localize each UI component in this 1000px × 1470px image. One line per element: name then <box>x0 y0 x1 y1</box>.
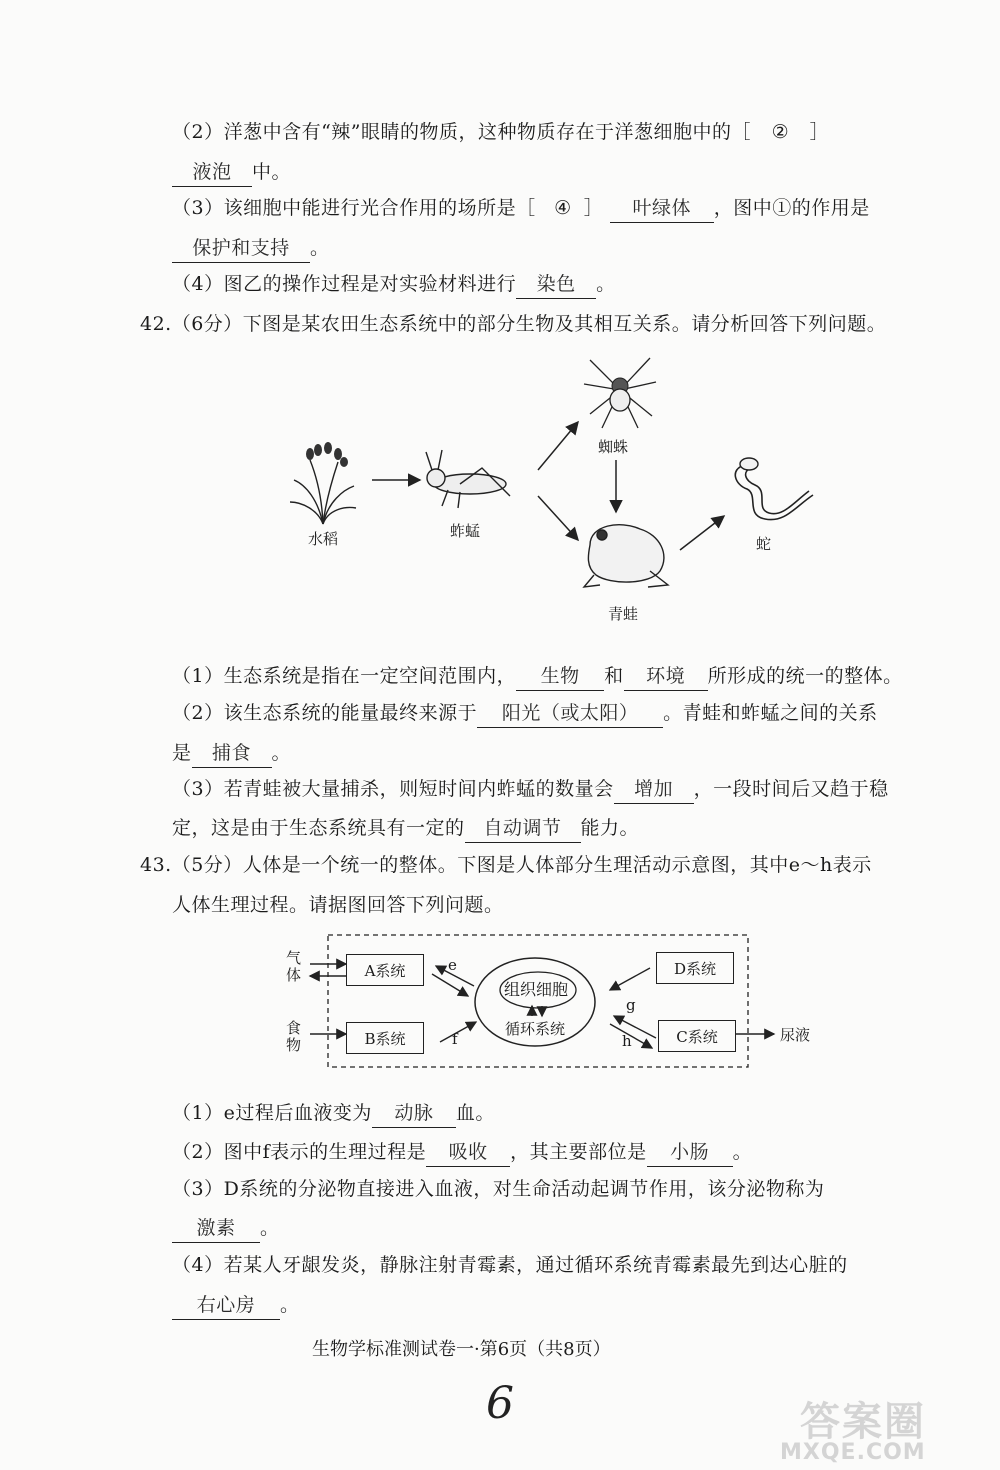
answer-blank: 生物 <box>516 662 604 691</box>
answer-blank: 小肠 <box>647 1138 733 1167</box>
answer-blank: 吸收 <box>426 1138 510 1167</box>
answer-blank: 自动调节 <box>465 814 581 843</box>
text: （4）图乙的操作过程是对实验材料进行 <box>172 273 517 295</box>
text: 。青蛙和蚱蜢之间的关系 <box>663 702 878 724</box>
text: 能力。 <box>580 817 640 839</box>
label-snake: 蛇 <box>756 535 772 553</box>
q43-p4-line1 <box>172 1251 848 1279</box>
physiology-diagram <box>280 930 840 1080</box>
q43-header-line2: 人体生理过程。请据图回答下列问题。 <box>172 894 504 916</box>
text: （2）洋葱中含有“辣”眼睛的物质，这种物质存在于洋葱细胞中的［ <box>172 121 752 143</box>
text: ，其主要部位是 <box>510 1141 647 1163</box>
text: 是 <box>172 742 192 764</box>
text: 。 <box>596 273 616 295</box>
text: 。 <box>310 237 330 259</box>
text: （3）D系统的分泌物直接进入血液，对生命活动起调节作用，该分泌物称为 <box>172 1178 825 1200</box>
label-spider: 蜘蛛 <box>598 438 629 456</box>
text: （3）该细胞中能进行光合作用的场所是［ <box>172 197 536 219</box>
q42-p2-line1 <box>172 699 878 728</box>
answer-blank: 右心房 <box>172 1291 280 1320</box>
q43-p3-line2 <box>172 1214 280 1243</box>
text: （3）若青蛙被大量捕杀，则短时间内蚱蜢的数量会 <box>172 778 614 800</box>
q42-header: 42.（6分）下图是某农田生态系统中的部分生物及其相互关系。请分析回答下列问题。 <box>140 313 887 335</box>
answer-blank: 动脉 <box>372 1099 456 1128</box>
label-urine: 尿液 <box>780 1026 811 1044</box>
text: 。 <box>271 742 292 764</box>
text: （4）若某人牙龈发炎，静脉注射青霉素，通过循环系统青霉素最先到达心脏的 <box>172 1254 848 1276</box>
answer-blank: 环境 <box>624 662 708 691</box>
q41-p3-line2 <box>172 234 330 263</box>
text: （1）生态系统是指在一定空间范围内， <box>172 665 517 687</box>
label-tissue-cells: 组织细胞 <box>504 980 569 999</box>
q43-p2 <box>172 1138 752 1167</box>
text: ，图中①的作用是 <box>713 197 870 219</box>
page-footer: 生物学标准测试卷一·第6页（共8页） <box>312 1339 611 1360</box>
text: ］ <box>583 197 604 219</box>
label-f: f <box>452 1030 458 1048</box>
food-web-diagram <box>280 340 840 640</box>
text: 。 <box>280 1294 300 1316</box>
text: （2）该生态系统的能量最终来源于 <box>172 702 478 724</box>
watermark-logo: 答案圈 <box>800 1399 926 1445</box>
text: 定，这是由于生态系统具有一定的 <box>172 817 465 839</box>
text: 中。 <box>252 161 292 183</box>
q42-p2-line2 <box>172 739 291 768</box>
label-gas: 气体 <box>286 949 302 984</box>
text: 和 <box>604 665 624 687</box>
answer-blank: 增加 <box>614 775 694 804</box>
label-e: e <box>448 956 457 974</box>
text: 血。 <box>455 1102 495 1124</box>
q41-p2-line2 <box>172 158 291 187</box>
answer-blank: 阳光（或太阳） <box>477 699 663 728</box>
text: （2）图中f表示的生理过程是 <box>172 1141 427 1163</box>
q42-p1 <box>172 662 903 691</box>
label-food: 食物 <box>286 1019 302 1054</box>
q41-p2-line1 <box>172 118 829 146</box>
q43-p4-line2 <box>172 1291 300 1320</box>
q41-p4 <box>172 270 616 299</box>
label-circulatory-system: 循环系统 <box>505 1020 566 1038</box>
label-g: g <box>626 996 636 1014</box>
system-b-box: B系统 <box>346 1022 424 1054</box>
q43-header-line1: 43.（5分）人体是一个统一的整体。下图是人体部分生理活动示意图，其中e～h表示 <box>140 854 872 876</box>
answer-blank: 激素 <box>172 1214 260 1243</box>
food-web-arrows <box>280 340 840 640</box>
answer-blank: 染色 <box>516 270 596 299</box>
circled-num: ④ <box>554 197 572 219</box>
label-rice: 水稻 <box>308 530 339 548</box>
q41-p3-line1 <box>172 194 870 223</box>
circled-num: ② <box>771 121 790 143</box>
answer-blank: 保护和支持 <box>172 234 310 263</box>
answer-blank: 捕食 <box>192 739 272 768</box>
text: （1）e过程后血液变为 <box>172 1102 372 1124</box>
q43-p3-line1 <box>172 1175 824 1203</box>
text: ］ <box>809 121 830 143</box>
system-a-box: A系统 <box>346 954 424 986</box>
q42-p3-line1 <box>172 775 889 804</box>
physiology-frame <box>280 930 840 1080</box>
text: 。 <box>732 1141 753 1163</box>
answer-blank: 液泡 <box>172 158 252 187</box>
text: ，一段时间后又趋于稳 <box>693 778 889 800</box>
handwritten-page-number: 6 <box>486 1378 514 1429</box>
system-c-box: C系统 <box>658 1020 736 1052</box>
label-grasshopper: 蚱蜢 <box>450 522 481 540</box>
label-frog: 青蛙 <box>608 605 639 623</box>
q42-p3-line2 <box>172 814 639 843</box>
watermark-url: MXQE.COM <box>780 1440 926 1465</box>
q43-p1 <box>172 1099 495 1128</box>
text: 。 <box>260 1217 280 1239</box>
answer-blank: 叶绿体 <box>610 194 714 223</box>
system-d-box: D系统 <box>656 952 734 984</box>
label-h: h <box>622 1032 632 1050</box>
text: 所形成的统一的整体。 <box>707 665 903 687</box>
